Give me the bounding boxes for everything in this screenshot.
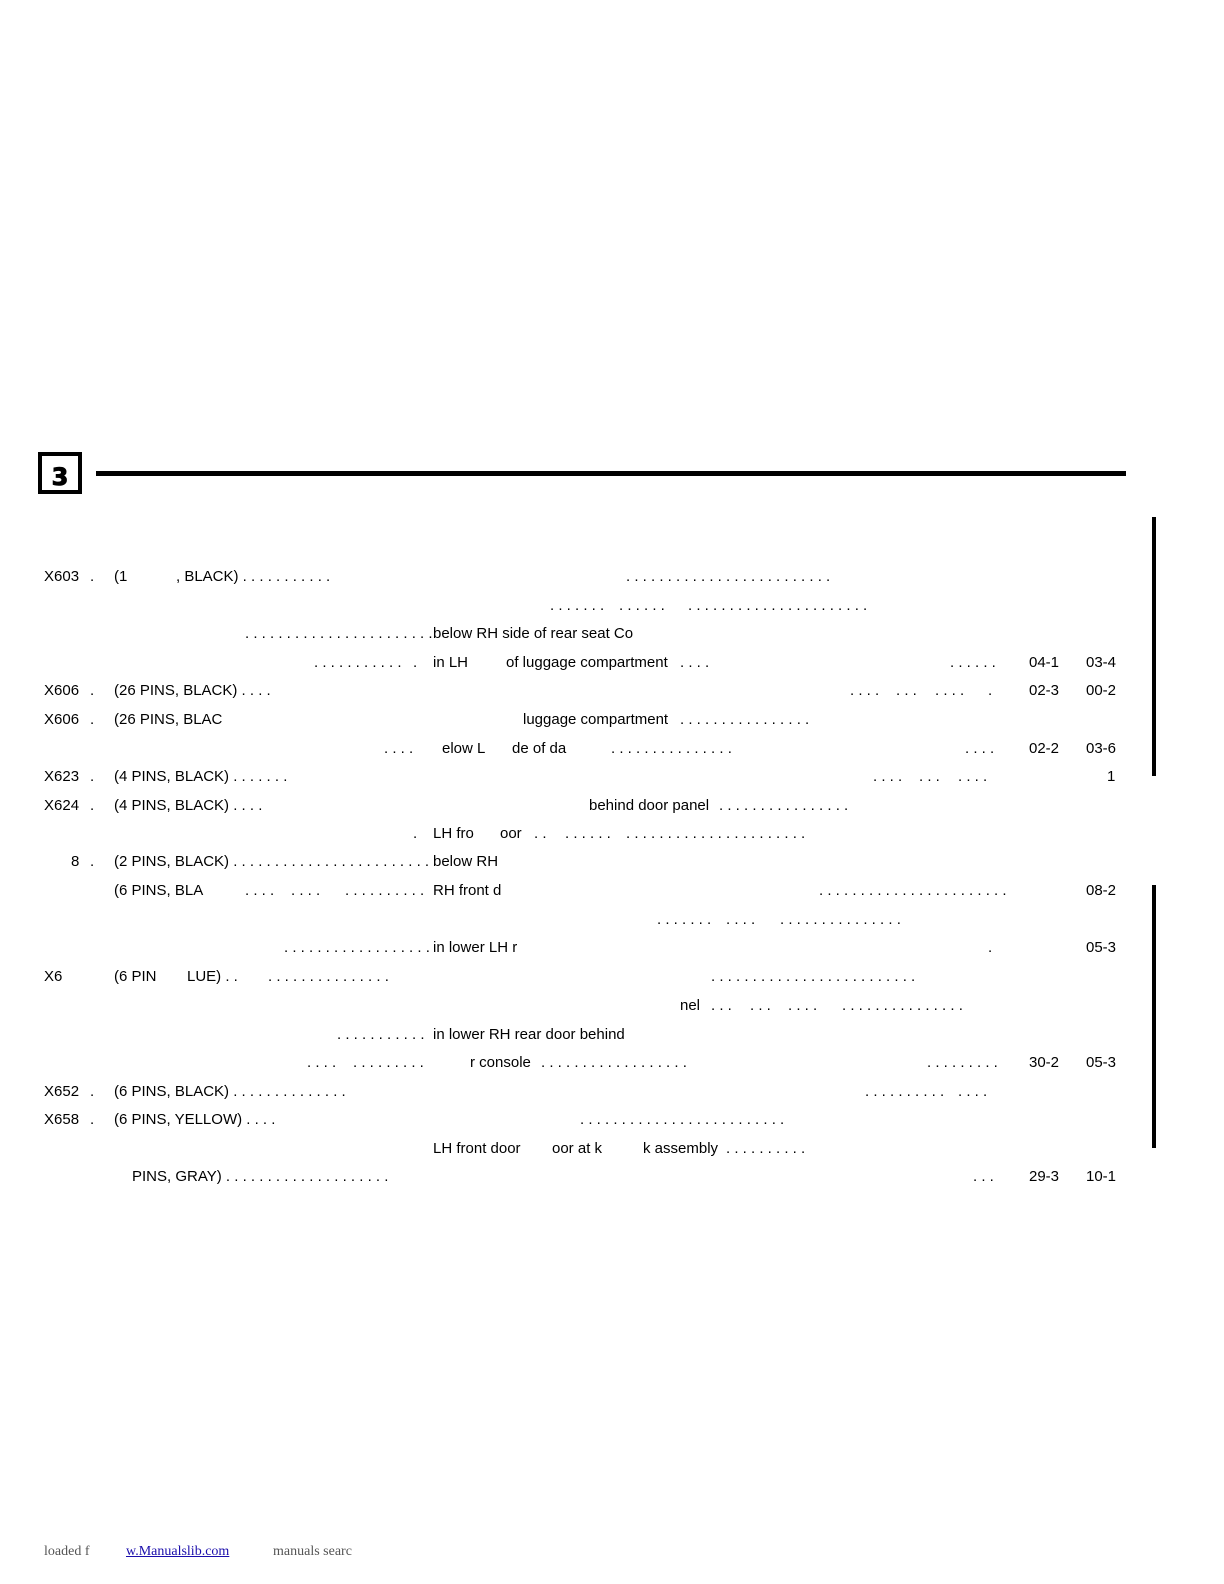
page-ref: 04-1 <box>1029 654 1060 671</box>
leader-dots: . . . . <box>850 682 880 699</box>
leader-dots: . . . . <box>291 882 321 899</box>
leader-dots: . . . . . . . . . . . . . . . <box>268 968 389 985</box>
leader-dot: . <box>90 682 95 699</box>
leader-dots: . . . . <box>965 740 995 757</box>
leader-dots: . . . . . . . . . . <box>345 882 425 899</box>
leader-dots: . . . . . . . . . . . . . . . . <box>680 711 810 728</box>
location-text: nel <box>680 997 701 1014</box>
leader-dots: . . . <box>750 997 771 1014</box>
connector-id: X652 <box>44 1083 80 1100</box>
leader-dot: . <box>90 768 95 785</box>
location-text: de of da <box>512 740 567 757</box>
leader-dots: . . . . . . . . . . . <box>337 1026 425 1043</box>
page-ref: 05-3 <box>1086 1054 1117 1071</box>
leader-dots: . . . . . . . . . . . <box>314 654 402 671</box>
leader-dots: . . . . . . <box>565 825 611 842</box>
change-bar <box>1152 885 1156 1148</box>
location-text: k assembly <box>643 1140 719 1157</box>
page-ref: 00-2 <box>1086 682 1117 699</box>
page-ref: 05-3 <box>1086 939 1117 956</box>
location-text: of luggage compartment <box>506 654 668 671</box>
leader-dots: . . . . . . . . . . . . . . . . . . . . . . . . . <box>626 568 831 585</box>
connector-desc: LUE) . . <box>187 968 238 985</box>
leader-dots: . . <box>534 825 547 842</box>
connector-id: 8 <box>71 853 80 870</box>
footer-text: manuals searc <box>273 1544 352 1559</box>
leader-dots: . . . . . . <box>950 654 996 671</box>
connector-desc: (4 PINS, BLACK) . . . . <box>114 797 263 814</box>
location-text: LH front door <box>433 1140 521 1157</box>
leader-dots: . . . . <box>307 1054 337 1071</box>
connector-id: X603 <box>44 568 80 585</box>
leader-dot: . <box>988 682 993 699</box>
location-text: behind door panel <box>589 797 710 814</box>
leader-dot: . <box>90 1111 95 1128</box>
page-ref: 02-3 <box>1029 682 1060 699</box>
footer-link[interactable]: w.Manualslib.com <box>126 1544 230 1559</box>
leader-dots: . . . . . . . . . . <box>726 1140 806 1157</box>
leader-dots: . . . . . . . . . . . . . . . <box>780 911 901 928</box>
leader-dots: . . . . <box>935 682 965 699</box>
leader-dots: . . . . . . . <box>550 597 605 614</box>
leader-dots: . . . . <box>384 740 414 757</box>
connector-desc: (26 PINS, BLACK) . . . . <box>114 682 271 699</box>
leader-dot: . <box>413 825 418 842</box>
connector-desc: (6 PIN <box>114 968 157 985</box>
leader-dots: . . . . . . . . . . . . . . . . . . <box>284 939 430 956</box>
change-bar <box>1152 517 1156 776</box>
location-text: r console <box>470 1054 531 1071</box>
connector-desc: (4 PINS, BLACK) . . . . . . . <box>114 768 288 785</box>
leader-dot: . <box>90 1083 95 1100</box>
location-text: in LH <box>433 654 469 671</box>
connector-id: X6 <box>44 968 63 985</box>
leader-dots: . . . . . . . . . . . . . . . . . . . . . . . <box>245 625 433 642</box>
connector-id: X623 <box>44 768 80 785</box>
location-text: elow L <box>442 740 486 757</box>
connector-id: X606 <box>44 711 80 728</box>
leader-dot: . <box>988 939 993 956</box>
leader-dots: . . . . . . . . . . . . . . . . . . . . . . . <box>819 882 1007 899</box>
location-text: in lower RH rear door behind <box>433 1026 625 1043</box>
location-text: RH front d <box>433 882 502 899</box>
connector-desc: (26 PINS, BLAC <box>114 711 223 728</box>
location-text: LH fro <box>433 825 474 842</box>
section-number-badge <box>38 452 82 494</box>
leader-dots: . . . <box>973 1168 994 1185</box>
connector-desc: (1 <box>114 568 128 585</box>
leader-dots: . . . . . . . . . . <box>865 1083 945 1100</box>
location-text: oor <box>500 825 522 842</box>
location-text: below RH side of rear seat Co <box>433 625 634 642</box>
page-ref: 03-4 <box>1086 654 1117 671</box>
leader-dot: . <box>90 568 95 585</box>
header-rule <box>96 471 1126 476</box>
leader-dots: . . . . <box>245 882 275 899</box>
page-ref: 10-1 <box>1086 1168 1117 1185</box>
leader-dots: . . . . <box>958 1083 988 1100</box>
leader-dots: . . . . . . . . . . . . . . . . . . . . . . <box>688 597 868 614</box>
leader-dot: . <box>413 654 418 671</box>
connector-desc: , BLACK) . . . . . . . . . . . <box>176 568 331 585</box>
page-ref: 30-2 <box>1029 1054 1060 1071</box>
location-text: oor at k <box>552 1140 603 1157</box>
page-ref: 1 <box>1107 768 1116 785</box>
leader-dots: . . . . <box>873 768 903 785</box>
leader-dot: . <box>90 797 95 814</box>
connector-id: X624 <box>44 797 80 814</box>
page-ref: 29-3 <box>1029 1168 1060 1185</box>
connector-id: X606 <box>44 682 80 699</box>
leader-dots: . . . . <box>958 768 988 785</box>
leader-dots: . . . . . . . . . <box>927 1054 998 1071</box>
leader-dots: . . . <box>896 682 917 699</box>
leader-dots: . . . . . . . . . . . . . . . . <box>719 797 849 814</box>
connector-desc: (2 PINS, BLACK) . . . . . . . . . . . . . . . . . . . . . . . . <box>114 853 430 870</box>
location-text: below RH <box>433 853 499 870</box>
page-ref: 03-6 <box>1086 740 1117 757</box>
leader-dots: . . . . <box>788 997 818 1014</box>
leader-dots: . . . . . . . . . . . . . . . . . . . . . . . . . <box>711 968 916 985</box>
page-ref: 02-2 <box>1029 740 1060 757</box>
footer-text: loaded f <box>44 1544 90 1559</box>
leader-dots: . . . . . . . . . . . . . . . <box>842 997 963 1014</box>
connector-desc: (6 PINS, BLACK) . . . . . . . . . . . . . . <box>114 1083 346 1100</box>
connector-id: X658 <box>44 1111 80 1128</box>
leader-dots: . . . . . . . . . . . . . . . . . . . . . . . . . <box>580 1111 785 1128</box>
section-number: 3 <box>51 463 69 491</box>
leader-dots: . . . . . . . . . . . . . . . <box>611 740 732 757</box>
connector-desc: (6 PINS, BLA <box>114 882 204 899</box>
leader-dots: . . . . . . . . . . . . . . . . . . . . . . <box>626 825 806 842</box>
leader-dots: . . . . . . . <box>657 911 712 928</box>
connector-desc: (6 PINS, YELLOW) . . . . <box>114 1111 276 1128</box>
location-text: in lower LH r <box>433 939 518 956</box>
leader-dots: . . . . <box>680 654 710 671</box>
connector-desc: PINS, GRAY) . . . . . . . . . . . . . . . . . . . . <box>132 1168 389 1185</box>
leader-dot: . <box>90 853 95 870</box>
leader-dot: . <box>90 711 95 728</box>
leader-dots: . . . . <box>726 911 756 928</box>
leader-dots: . . . . . . . . . <box>353 1054 424 1071</box>
leader-dots: . . . <box>919 768 940 785</box>
leader-dots: . . . . . . . . . . . . . . . . . . <box>541 1054 687 1071</box>
location-text: luggage compartment <box>523 711 669 728</box>
page-ref: 08-2 <box>1086 882 1117 899</box>
leader-dots: . . . . . . <box>619 597 665 614</box>
leader-dots: . . . <box>711 997 732 1014</box>
